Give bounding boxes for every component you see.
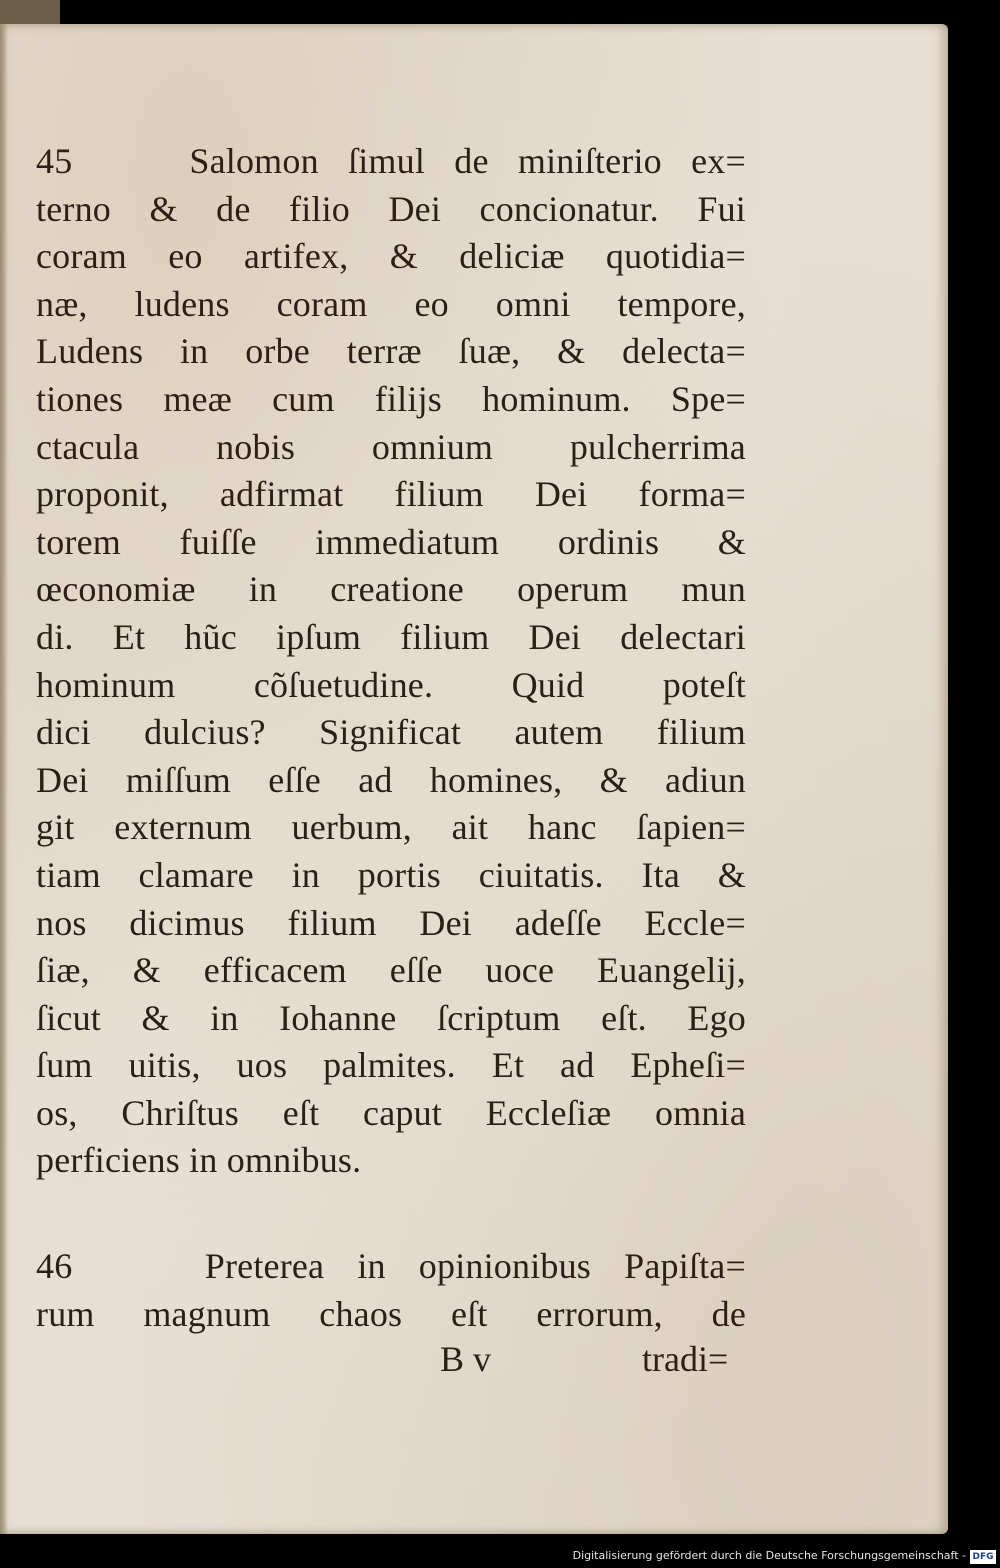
binding-strip (0, 0, 60, 24)
paragraph-gap (36, 1185, 746, 1243)
body-text (36, 138, 746, 1338)
text-line: 46 Preterea in opinionibus Papiſta= (36, 1246, 746, 1287)
catchword: tradi= (642, 1339, 729, 1379)
signature-mark: B v (440, 1339, 492, 1379)
text-line: tiam clamare in portis ciuitatis. Ita & (36, 854, 746, 895)
text-line: hominum cõſuetudine. Quid poteſt (36, 664, 746, 705)
text-line: Dei miſſum eſſe ad homines, & adiun (36, 759, 746, 800)
text-line: git externum uerbum, ait hanc ſapien= (36, 807, 746, 848)
page-footer (440, 1338, 750, 1506)
dfg-logo: DFG (970, 1550, 996, 1564)
text-line: ſiæ, & efficacem eſſe uoce Euangelij, (36, 950, 746, 991)
digitization-credit: Digitalisierung gefördert durch die Deutsche Forschungsgemeinschaft - (572, 1549, 966, 1562)
text-line: Ludens in orbe terræ ſuæ, & delecta= (36, 331, 746, 372)
text-line: perficiens in omnibus. (36, 1140, 362, 1181)
text-line: ſum uitis, uos palmites. Et ad Epheſi= (36, 1045, 746, 1086)
text-line: 45 Salomon ſimul de miniſterio ex= (36, 141, 746, 181)
text-line: rum magnum chaos eſt errorum, de (36, 1293, 746, 1334)
text-line: œconomiæ in creatione operum mun (36, 569, 746, 610)
text-line: coram eo artifex, & deliciæ quotidia= (36, 236, 746, 277)
text-line: ctacula nobis omnium pulcherrima (36, 426, 746, 467)
text-line: nos dicimus filium Dei adeſſe Eccle= (36, 902, 746, 943)
text-line: proponit, adfirmat filium Dei forma= (36, 474, 746, 515)
text-line: torem fuiſſe immediatum ordinis & (36, 521, 746, 562)
text-line: dici dulcius? Significat autem filium (36, 712, 746, 753)
text-line: os, Chriſtus eſt caput Eccleſiæ omnia (36, 1092, 746, 1133)
text-line: ſicut & in Iohanne ſcriptum eſt. Ego (36, 997, 746, 1038)
page-gutter-shadow (0, 24, 8, 1534)
text-line: terno & de filio Dei concionatur. Fui (36, 188, 746, 229)
text-line: di. Et hũc ipſum filium Dei delectari (36, 616, 746, 657)
text-line: tiones meæ cum filijs hominum. Spe= (36, 378, 746, 419)
text-line: næ, ludens coram eo omni tempore, (36, 283, 746, 324)
